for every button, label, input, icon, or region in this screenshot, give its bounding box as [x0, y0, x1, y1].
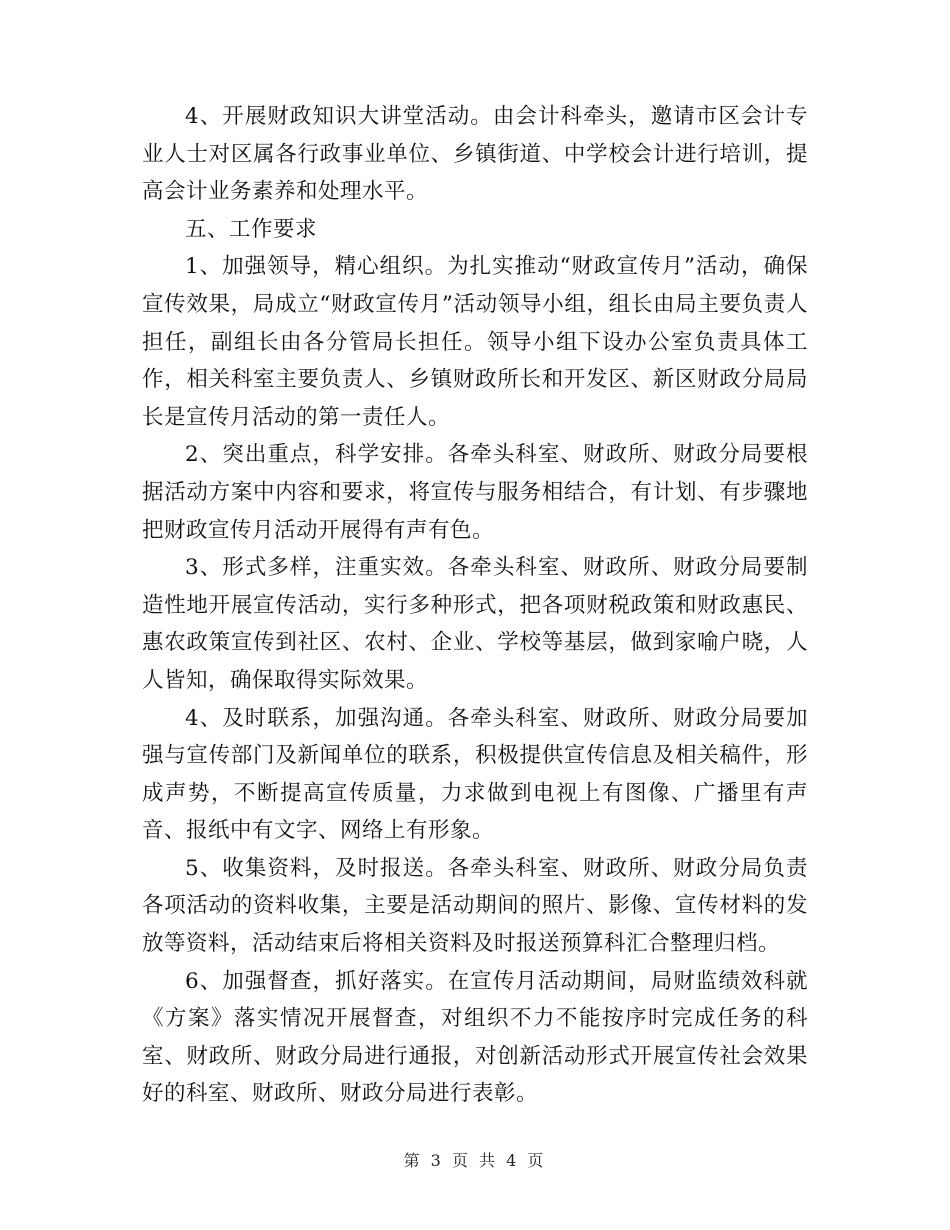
paragraph-lecture-activity: 4、开展财政知识大讲堂活动。由会计科牵头，邀请市区会计专业人士对区属各行政事业单位、乡镇街道、中学校会计进行培训，提高会计业务素养和处理水平。: [142, 104, 808, 205]
paragraph-supervision: 6、加强督查，抓好落实。在宣传月活动期间，局财监绩效科就《方案》落实情况开展督查，对组织不力不能按序时完成任务的科室、财政所、财政分局进行通报，对创新活动形式开展宣传社会效果好的科室、财政所、财政分局进行表彰。: [142, 968, 808, 1107]
paragraph-collect-materials: 5、收集资料，及时报送。各牵头科室、财政所、财政分局负责各项活动的资料收集，主要是活动期间的照片、影像、宣传材料的发放等资料，活动结束后将相关资料及时报送预算科汇合整理归档。: [142, 855, 808, 957]
paragraph-key-points: 2、突出重点，科学安排。各牵头科室、财政所、财政分局要根据活动方案中内容和要求，将宣传与服务相结合，有计划、有步骤地把财政宣传月活动开展得有声有色。: [142, 442, 808, 543]
document-body: [142, 98, 808, 1113]
page-footer: 第 3 页 共 4 页: [403, 1151, 547, 1170]
paragraph-communication: 4、及时联系，加强沟通。各牵头科室、财政所、财政分局要加强与宣传部门及新闻单位的联系，积极提供宣传信息及相关稿件，形成声势，不断提高宣传质量，力求做到电视上有图像、广播里有声音、报纸中有文字、网络上有形象。: [142, 705, 808, 844]
section-heading-work-requirements: 五、工作要求: [185, 216, 318, 242]
paragraph-diverse-forms: 3、形式多样，注重实效。各牵头科室、财政所、财政分局要制造性地开展宣传活动，实行多种形式，把各项财税政策和财政惠民、惠农政策宣传到社区、农村、企业、学校等基层，做到家喻户晓，人人皆知，确保取得实际效果。: [142, 555, 808, 693]
paragraph-leadership: 1、加强领导，精心组织。为扎实推动“财政宣传月”活动，确保宣传效果，局成立“财政宣传月”活动领导小组，组长由局主要负责人担任，副组长由各分管局长担任。领导小组下设办公室负责具体工作，相关科室主要负责人、乡镇财政所长和开发区、新区财政分局局长是宣传月活动的第一责任人。: [142, 254, 808, 430]
